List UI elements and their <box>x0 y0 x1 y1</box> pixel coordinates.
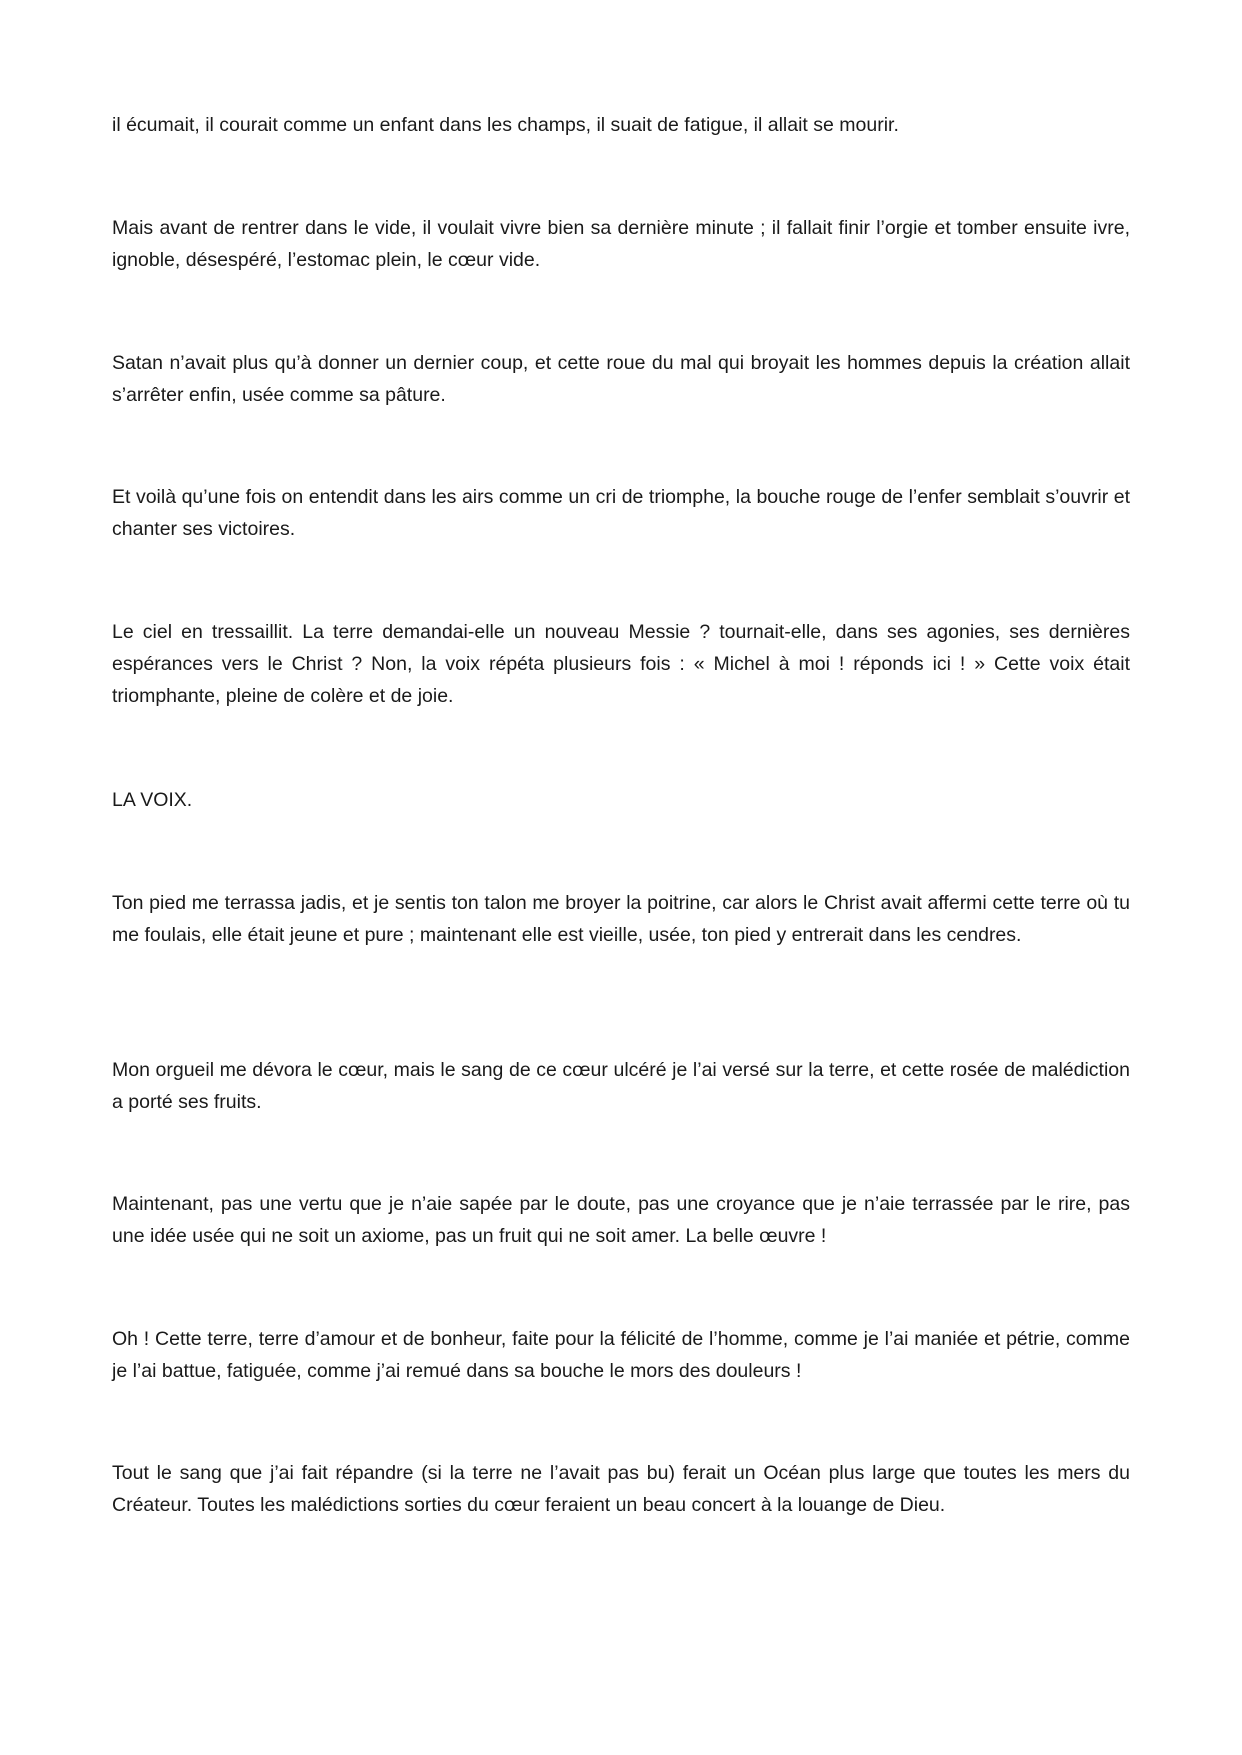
paragraph-2: Mais avant de rentrer dans le vide, il voulait vivre bien sa dernière minute ; il fallait finir l’orgie et tomber ensuite ivre, ignoble, désespéré, l’estomac plein, le cœur vide. <box>112 217 1130 271</box>
paragraph-10: Oh ! Cette terre, terre d’amour et de bonheur, faite pour la félicité de l’homme, comme je l’ai maniée et pétrie, comme je l’ai battue, fatiguée, comme j’ai remué dans sa bouche le mors des douleurs ! <box>112 1328 1130 1382</box>
paragraph-8: Mon orgueil me dévora le cœur, mais le sang de ce cœur ulcéré je l’ai versé sur la terre, et cette rosée de malédiction a porté ses fruits. <box>112 1059 1130 1113</box>
paragraph-11: Tout le sang que j’ai fait répandre (si la terre ne l’avait pas bu) ferait un Océan plus large que toutes les mers du Créateur. Toutes les malédictions sorties du cœur feraient un beau concert à la louange de Dieu. <box>112 1462 1130 1516</box>
paragraph-3: Satan n’avait plus qu’à donner un dernier coup, et cette roue du mal qui broyait les hommes depuis la création allait s’arrêter enfin, usée comme sa pâture. <box>112 352 1130 406</box>
paragraph-4: Et voilà qu’une fois on entendit dans les airs comme un cri de triomphe, la bouche rouge de l’enfer semblait s’ouvrir et chanter ses victoires. <box>112 486 1130 540</box>
paragraph-9: Maintenant, pas une vertu que je n’aie sapée par le doute, pas une croyance que je n’aie terrassée par le rire, pas une idée usée qui ne soit un axiome, pas un fruit qui ne soit amer. La belle œuvre ! <box>112 1193 1130 1247</box>
section-heading-la-voix: LA VOIX. <box>112 789 193 811</box>
paragraph-1: il écumait, il courait comme un enfant dans les champs, il suait de fatigue, il allait se mourir. <box>112 114 899 136</box>
paragraph-7: Ton pied me terrassa jadis, et je sentis ton talon me broyer la poitrine, car alors le Christ avait affermi cette terre où tu me foulais, elle était jeune et pure ; maintenant elle est vieille, usée, ton pied y entrerait dans les cendres. <box>112 892 1130 946</box>
paragraph-5: Le ciel en tressaillit. La terre demandai-elle un nouveau Messie ? tournait-elle, dans ses agonies, ses dernières espérances vers le Christ ? Non, la voix répéta plusieurs fois : « Michel à moi ! réponds ici ! » Cette voix était triomphante, pleine de colère et de joie. <box>112 621 1130 707</box>
